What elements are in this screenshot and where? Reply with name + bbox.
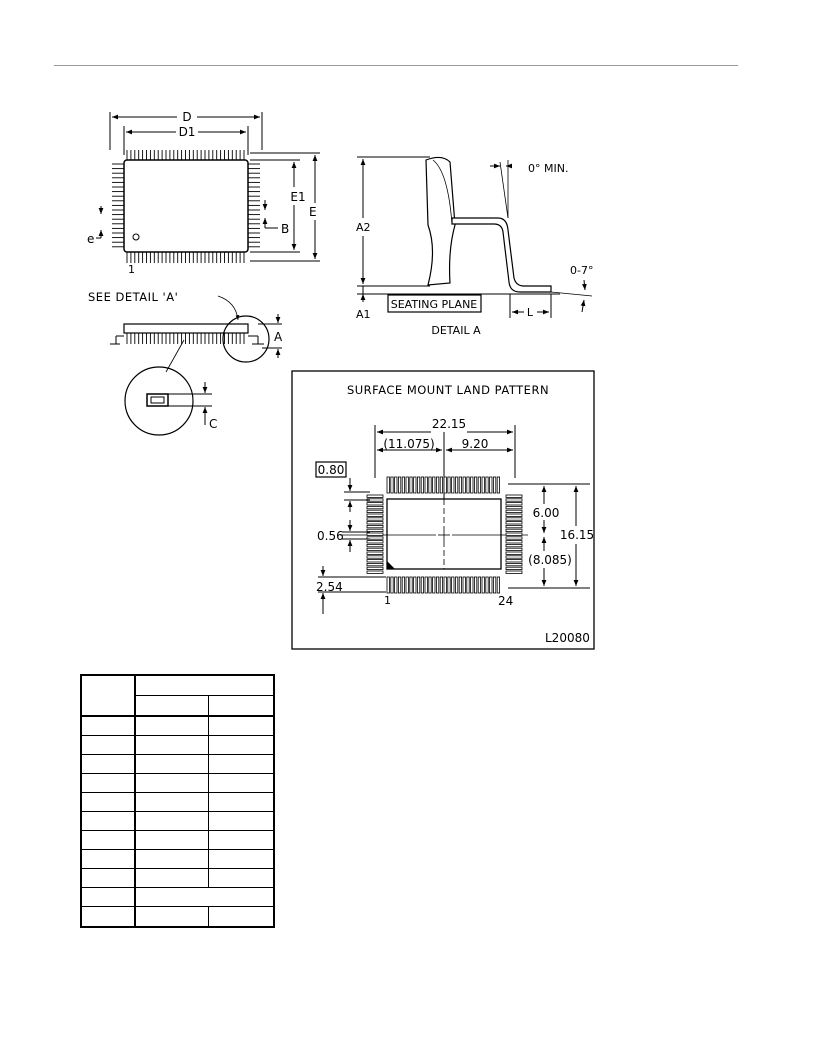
table-row — [82, 793, 273, 812]
table-row — [82, 717, 273, 736]
dim-a2-label: A2 — [356, 221, 371, 234]
table-row — [82, 831, 273, 850]
dimensions-table — [80, 674, 275, 928]
table-cell — [209, 869, 273, 887]
dim-c-label: C — [209, 417, 218, 431]
table-cell — [209, 850, 273, 868]
table-cell — [209, 793, 273, 811]
table-cell — [136, 736, 209, 754]
height-total-label: 16.15 — [559, 528, 595, 542]
table-header-sub-cell — [209, 696, 273, 717]
table-cell — [209, 717, 273, 735]
land-pattern-panel — [292, 371, 594, 649]
pin-24-label: 24 — [498, 594, 514, 608]
table-cell — [82, 812, 136, 830]
dim-e1-label: E1 — [290, 190, 306, 204]
table-cell — [209, 736, 273, 754]
table-cell — [82, 736, 136, 754]
pad-span-label: 9.20 — [461, 437, 489, 451]
table-cell — [209, 812, 273, 830]
dim-d1-label: D1 — [178, 125, 196, 139]
table-header-span-cell — [136, 676, 273, 696]
table-cell — [82, 755, 136, 773]
pad-length-label: 2.54 — [316, 580, 343, 594]
table-row — [82, 888, 273, 907]
table-cell — [136, 812, 209, 830]
dim-e-label: E — [309, 205, 317, 219]
pin1-label: 1 — [128, 263, 135, 276]
table-cell — [209, 774, 273, 792]
table-cell — [82, 888, 136, 906]
dim-d-label: D — [182, 110, 192, 124]
table-cell — [82, 774, 136, 792]
table-cell — [82, 850, 136, 868]
table-cell — [136, 869, 209, 887]
table-header-symbol-cell — [82, 676, 136, 717]
side-body — [124, 324, 248, 333]
pad-width-label: 0.56 — [317, 529, 344, 543]
table-cell — [136, 793, 209, 811]
seating-plane-label: SEATING PLANE — [390, 298, 478, 311]
angle-min-label: 0° MIN. — [528, 162, 569, 175]
table-cell — [136, 907, 209, 926]
land-pattern-title: SURFACE MOUNT LAND PATTERN — [346, 383, 550, 397]
table-row — [82, 869, 273, 888]
table-cell — [136, 755, 209, 773]
table-cell — [136, 888, 273, 906]
pitch-label: 0.80 — [317, 463, 345, 477]
width-total-label: 22.15 — [431, 417, 467, 431]
detail-a-callout-circle — [223, 316, 269, 362]
pin-first-label: 1 — [384, 594, 391, 607]
table-header-sub-cell — [136, 696, 209, 717]
package-side-view — [88, 290, 283, 435]
package-top-view — [87, 110, 320, 276]
table-row — [82, 907, 273, 926]
table-row — [82, 755, 273, 774]
table-cell — [82, 869, 136, 887]
detail-a-view — [356, 157, 593, 337]
drawing-id-label: L20080 — [545, 631, 590, 645]
detail-a-caption: DETAIL A — [431, 324, 481, 337]
table-row — [82, 774, 273, 793]
table-cell — [209, 907, 273, 926]
table-cell — [82, 793, 136, 811]
half-width-label: (11.075) — [383, 437, 435, 451]
dim-a1-label: A1 — [356, 308, 371, 321]
table-cell — [82, 717, 136, 735]
table-cell — [136, 717, 209, 735]
table-row — [82, 850, 273, 869]
table-row — [82, 812, 273, 831]
table-row — [82, 736, 273, 755]
angle-range-label: 0-7° — [570, 264, 594, 277]
height-half-label: 6.00 — [532, 506, 560, 520]
table-cell — [82, 831, 136, 849]
table-cell — [209, 831, 273, 849]
dim-l-label: L — [526, 306, 534, 319]
table-cell — [209, 755, 273, 773]
table-cell — [136, 774, 209, 792]
dim-b-label: B — [281, 222, 290, 236]
table-cell — [136, 850, 209, 868]
table-cell — [136, 831, 209, 849]
table-cell — [82, 907, 136, 926]
dim-a-label: A — [274, 330, 283, 344]
see-detail-label: SEE DETAIL 'A' — [88, 290, 179, 304]
height-half-exact-label: (8.085) — [528, 553, 572, 567]
dim-e-pitch-label: e — [87, 232, 95, 246]
package-body — [124, 160, 248, 252]
